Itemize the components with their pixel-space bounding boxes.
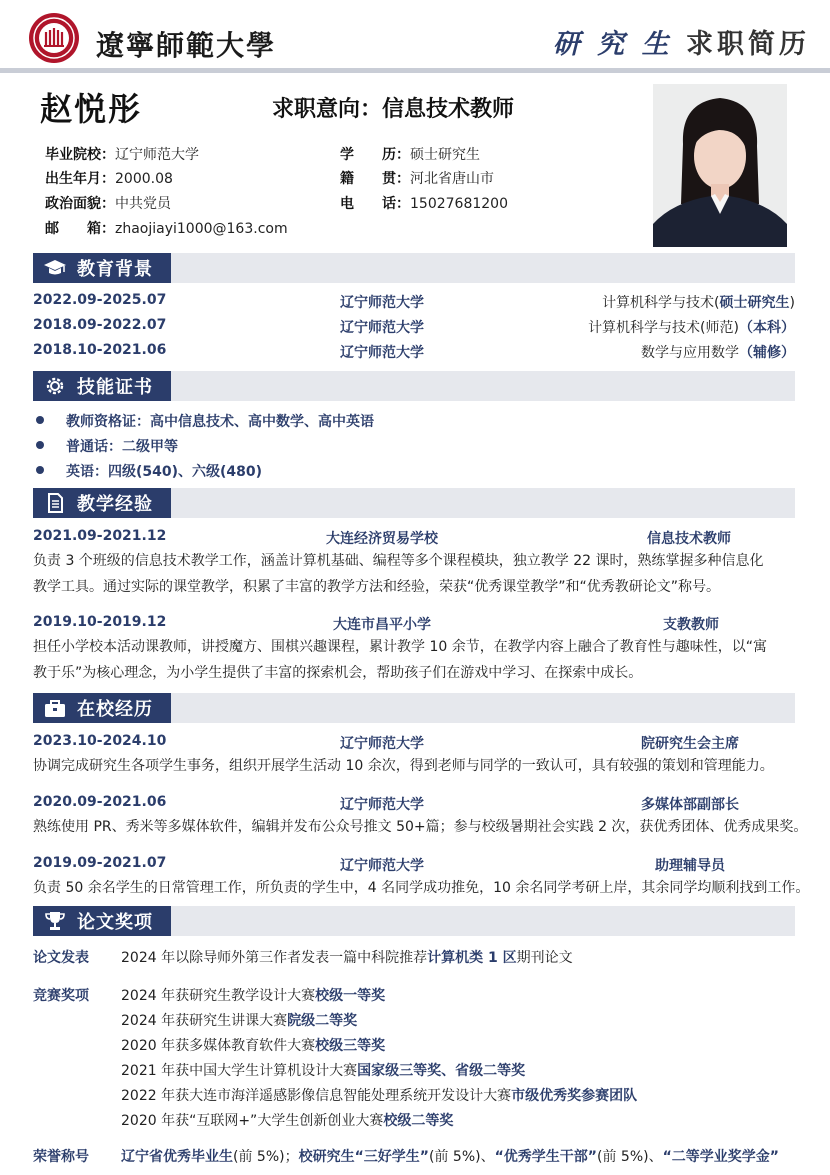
info-birth: 出生年月：2000.08	[45, 171, 173, 187]
info-school: 毕业院校：辽宁师范大学	[45, 147, 199, 163]
gear-icon	[43, 375, 67, 397]
info-politics: 政治面貌：中共党员	[45, 196, 171, 212]
honor-entry: 辽宁省优秀毕业生(前 5%)；校研究生“三好学生”(前 5%)、“优秀学生干部”(前 5%)、“二等学业奖学金”	[121, 1149, 779, 1165]
graduation-cap-icon	[43, 257, 67, 279]
skill-item: 普通话：二级甲等	[36, 436, 178, 456]
job-objective	[272, 92, 514, 123]
skill-item: 教师资格证：高中信息技术、高中数学、高中英语	[36, 411, 374, 431]
candidate-name: 赵悦彤	[40, 90, 143, 128]
section-title: 论文奖项	[77, 912, 153, 933]
campus-header: 2023.10-2024.10 辽宁师范大学 院研究生会主席	[33, 733, 739, 752]
paper-entry: 2024 年以除导师外第三作者发表一篇中科院推荐计算机类 1 区期刊论文	[121, 950, 573, 966]
info-hometown: 籍 贯：河北省唐山市	[340, 171, 494, 187]
teaching-description: 担任小学校本活动课教师，讲授魔方、围棋兴趣课程，累计教学 10 余节，在教学内容上融合了教育性与趣味性，以“寓 教于乐”为核心理念，为小学生提供了丰富的探索机会，帮助孩子们在游戏中学习、在探索中成长。	[33, 639, 767, 681]
section-title: 教学经验	[77, 494, 153, 515]
section-title: 技能证书	[77, 377, 153, 398]
teaching-description: 负责 3 个班级的信息技术教学工作，涵盖计算机基础、编程等多个课程模块，独立教学 22 课时，熟练掌握多种信息化 教学工具。通过实际的课堂教学，积累了丰富的教学方法和经验，荣获“优秀课堂教学”和“优秀教研论文”称号。	[33, 553, 764, 595]
university-logo-icon	[28, 12, 80, 64]
contest-entry: 2020 年获多媒体教育软件大赛校级三等奖	[121, 1038, 386, 1054]
resume-title-accent: 研 究 生	[552, 29, 673, 60]
campus-header: 2020.09-2021.06 辽宁师范大学 多媒体部副部长	[33, 794, 739, 813]
section-skills	[33, 371, 795, 401]
section-education	[33, 253, 795, 283]
contest-entry: 2020 年获“互联网+”大学生创新创业大赛校级二等奖	[121, 1113, 454, 1129]
campus-header: 2019.09-2021.07 辽宁师范大学 助理辅导员	[33, 855, 725, 874]
info-email: 邮 箱：zhaojiayi1000@163.com	[45, 221, 288, 237]
paper-label: 论文发表	[33, 950, 89, 966]
info-degree: 学 历：硕士研究生	[340, 147, 480, 163]
resume-title-rest: 求职简历	[686, 29, 810, 60]
contest-entry: 2022 年获大连市海洋遥感影像信息智能处理系统开发设计大赛市级优秀奖参赛团队	[121, 1088, 638, 1104]
campus-description: 熟练使用 PR、秀米等多媒体软件，编辑并发布公众号推文 50+篇；参与校级暑期社会实践 2 次，获优秀团体、优秀成果奖。	[33, 819, 808, 835]
profile-photo	[653, 84, 787, 247]
honor-label: 荣誉称号	[33, 1149, 89, 1165]
contest-entry: 2021 年获中国大学生计算机设计大赛国家级三等奖、省级二等奖	[121, 1063, 526, 1079]
section-campus	[33, 693, 795, 723]
section-title: 在校经历	[77, 699, 153, 720]
document-icon	[43, 492, 67, 514]
contest-entry: 2024 年获研究生教学设计大赛校级一等奖	[121, 988, 386, 1004]
skill-item: 英语：四级(540)、六级(480)	[36, 461, 262, 481]
resume-title	[553, 22, 810, 61]
page-header	[0, 0, 830, 72]
contest-label: 竞赛奖项	[33, 988, 89, 1004]
university-name: 遼寧師範大學	[96, 29, 277, 62]
job-objective-label: 求职意向：	[272, 97, 383, 122]
header-divider	[0, 68, 830, 73]
education-row: 2022.09-2025.07 辽宁师范大学 计算机科学与技术(硕士研究生)	[33, 292, 795, 311]
section-awards	[33, 906, 795, 936]
section-teaching	[33, 488, 795, 518]
contest-entry: 2024 年获研究生讲课大赛院级二等奖	[121, 1013, 358, 1029]
education-row: 2018.10-2021.06 辽宁师范大学 数学与应用数学（辅修）	[33, 342, 795, 361]
section-title: 教育背景	[77, 259, 153, 280]
info-phone: 电 话：15027681200	[340, 196, 508, 212]
job-objective-value: 信息技术教师	[382, 97, 515, 122]
trophy-icon	[43, 910, 67, 932]
campus-description: 协调完成研究生各项学生事务，组织开展学生活动 10 余次，得到老师与同学的一致认可，具有较强的策划和管理能力。	[33, 758, 774, 774]
briefcase-icon	[43, 697, 67, 719]
campus-description: 负责 50 余名学生的日常管理工作，所负责的学生中，4 名同学成功推免，10 余名同学考研上岸，其余同学均顺利找到工作。	[33, 880, 810, 896]
teaching-header: 2021.09-2021.12 大连经济贸易学校 信息技术教师	[33, 528, 731, 547]
education-row: 2018.09-2022.07 辽宁师范大学 计算机科学与技术(师范)（本科）	[33, 317, 795, 336]
teaching-header: 2019.10-2019.12 大连市昌平小学 支教教师	[33, 614, 719, 633]
